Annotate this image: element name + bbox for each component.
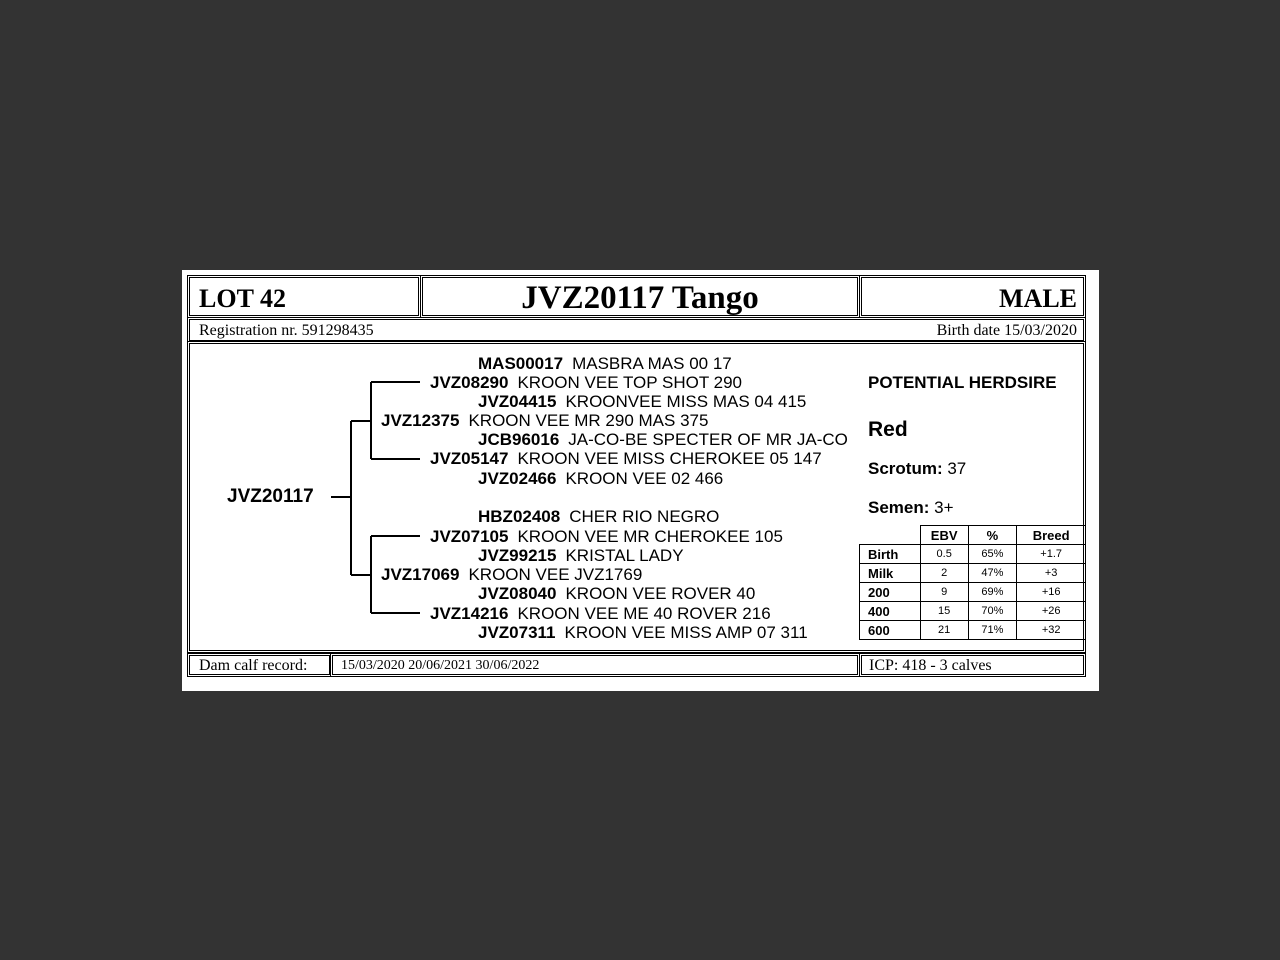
dam-dam bbox=[430, 604, 771, 623]
icp-value: ICP: 418 - 3 calves bbox=[869, 657, 992, 674]
dam-record-label: Dam calf record: bbox=[199, 657, 308, 674]
dam-code: JVZ17069 bbox=[381, 565, 460, 584]
sire-name: KROON VEE MR 290 MAS 375 bbox=[468, 411, 709, 430]
sire-dam-name: KROON VEE MISS CHEROKEE 05 147 bbox=[517, 449, 822, 468]
colour: Red bbox=[868, 418, 908, 441]
sire-sire-sire bbox=[478, 354, 732, 373]
sire-sire-dam-code: JVZ04415 bbox=[478, 392, 557, 411]
pedigree-animal: JVZ20117 bbox=[227, 486, 314, 507]
table-row: 200 9 69% +16 bbox=[860, 583, 1086, 602]
semen bbox=[868, 498, 954, 518]
dam-dam-dam bbox=[478, 623, 808, 642]
dam bbox=[381, 565, 642, 584]
ebv-table bbox=[859, 525, 1086, 640]
dam-sire-code: JVZ07105 bbox=[430, 527, 509, 546]
sire-dam-code: JVZ05147 bbox=[430, 449, 509, 468]
sire-dam-sire bbox=[478, 430, 848, 449]
table-row: Birth 0.5 65% +1.7 bbox=[860, 545, 1086, 564]
sire-dam-dam-name: KROON VEE 02 466 bbox=[565, 469, 724, 488]
sire-sire-dam-name: KROONVEE MISS MAS 04 415 bbox=[565, 392, 807, 411]
herdsire-status: POTENTIAL HERDSIRE bbox=[868, 373, 1057, 392]
lot-card bbox=[182, 270, 1099, 691]
sire-sire-sire-name: MASBRA MAS 00 17 bbox=[572, 354, 732, 373]
sire bbox=[381, 411, 708, 430]
pct-header: % bbox=[968, 526, 1017, 545]
icp-cell bbox=[859, 653, 1086, 677]
sire-dam-sire-name: JA-CO-BE SPECTER OF MR JA-CO bbox=[568, 430, 848, 449]
birth-date: Birth date 15/03/2020 bbox=[936, 322, 1077, 339]
table-row: 600 21 71% +32 bbox=[860, 621, 1086, 640]
sire-dam-dam bbox=[478, 469, 723, 488]
scrotum bbox=[868, 459, 966, 479]
dam-sire-name: KROON VEE MR CHEROKEE 105 bbox=[517, 527, 783, 546]
dam-dam-dam-code: JVZ07311 bbox=[478, 623, 556, 642]
dam-sire-dam bbox=[478, 546, 684, 565]
sire-sire-name: KROON VEE TOP SHOT 290 bbox=[517, 373, 743, 392]
sire-code: JVZ12375 bbox=[381, 411, 460, 430]
ebv-header: EBV bbox=[920, 526, 968, 545]
semen-label: Semen: bbox=[868, 498, 930, 517]
sire-dam-dam-code: JVZ02466 bbox=[478, 469, 557, 488]
scrotum-label: Scrotum: bbox=[868, 459, 943, 478]
sire-sire-dam bbox=[478, 392, 806, 411]
dam-sire-sire-name: CHER RIO NEGRO bbox=[569, 507, 720, 526]
dam-record-label-cell bbox=[187, 653, 332, 677]
breed-header: Breed bbox=[1017, 526, 1086, 545]
animal-sex: MALE bbox=[999, 284, 1077, 313]
dam-dam-sire bbox=[478, 584, 755, 603]
table-row: Milk 2 47% +3 bbox=[860, 564, 1086, 583]
dam-sire-dam-code: JVZ99215 bbox=[478, 546, 557, 565]
scrotum-value: 37 bbox=[942, 459, 967, 478]
ebv-header-row bbox=[860, 526, 1086, 545]
dam-record-dates-cell bbox=[330, 653, 860, 677]
lot-number: LOT 42 bbox=[199, 284, 286, 313]
dam-name: KROON VEE JVZ1769 bbox=[468, 565, 643, 584]
dam-record-dates: 15/03/2020 20/06/2021 30/06/2022 bbox=[341, 658, 540, 673]
table-row: 400 15 70% +26 bbox=[860, 602, 1086, 621]
dam-dam-code: JVZ14216 bbox=[430, 604, 509, 623]
sire-dam bbox=[430, 449, 822, 468]
sire-sire-sire-code: MAS00017 bbox=[478, 354, 564, 373]
dam-sire bbox=[430, 527, 783, 546]
dam-dam-name: KROON VEE ME 40 ROVER 216 bbox=[517, 604, 771, 623]
dam-sire-sire bbox=[478, 507, 719, 526]
sire-sire-code: JVZ08290 bbox=[430, 373, 509, 392]
dam-dam-sire-code: JVZ08040 bbox=[478, 584, 557, 603]
animal-title: JVZ20117 Tango bbox=[521, 280, 759, 316]
dam-sire-dam-name: KRISTAL LADY bbox=[565, 546, 684, 565]
semen-value: 3+ bbox=[929, 498, 954, 517]
dam-sire-sire-code: HBZ02408 bbox=[478, 507, 561, 526]
sire-dam-sire-code: JCB96016 bbox=[478, 430, 560, 449]
dam-dam-dam-name: KROON VEE MISS AMP 07 311 bbox=[564, 623, 808, 642]
sire-sire bbox=[430, 373, 742, 392]
registration-number: Registration nr. 591298435 bbox=[199, 322, 374, 339]
dam-dam-sire-name: KROON VEE ROVER 40 bbox=[565, 584, 756, 603]
